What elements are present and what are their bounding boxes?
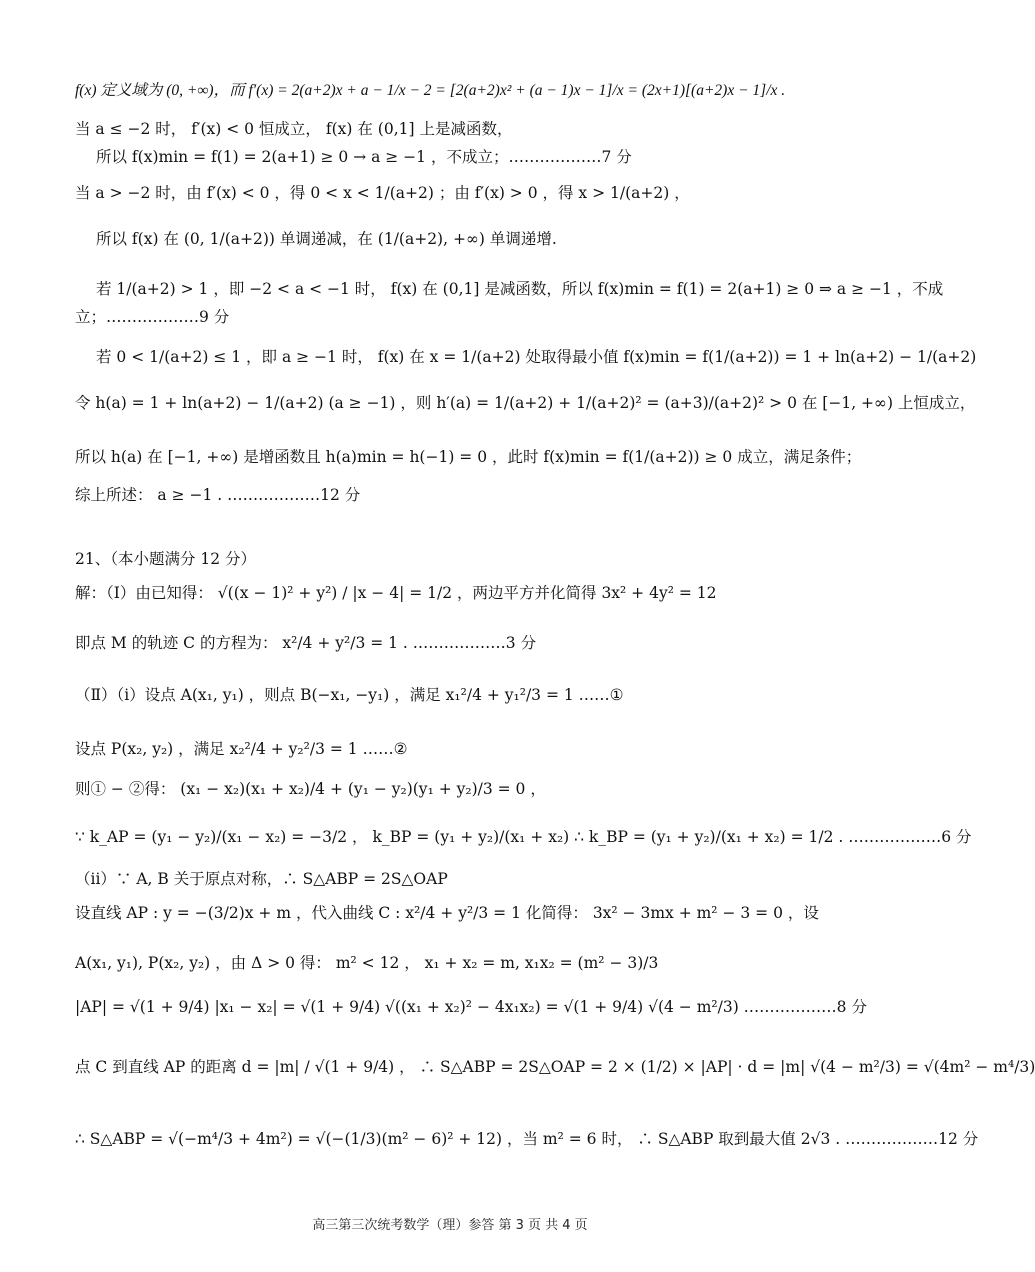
line-distance: 点 C 到直线 AP 的距离 d = |m| / √(1 + 9/4) ， ∴ S△ABP = 2S△OAP = 2 × (1/2) × |AP| · d = |m| √(4 − m²/3) = √(4m² − m⁴/3) xyxy=(75,1058,1035,1076)
problem-21-heading: 21、（本小题满分 12 分） xyxy=(75,550,257,568)
line-h-increasing: 所以 h(a) 在 [−1, +∞) 是增函数且 h(a)min = h(−1) = 0 ，此时 f(x)min = f(1/(a+2)) ≥ 0 成立，满足条件； xyxy=(75,448,862,466)
line-conclusion: 综上所述： a ≥ −1 . ………………12 分 xyxy=(75,486,361,504)
line-min-case1: 所以 f(x)min = f(1) = 2(a+1) ≥ 0 → a ≥ −1 ，不成立；………………7 分 xyxy=(96,148,632,166)
line-subtract: 则① − ②得： (x₁ − x₂)(x₁ + x₂)/4 + (y₁ − y₂)(y₁ + y₂)/3 = 0 ， xyxy=(75,780,546,798)
line-case-a-gt-neg2: 当 a > −2 时，由 f′(x) < 0 ，得 0 < x < 1/(a+2) ；由 f′(x) > 0 ，得 x > 1/(a+2) ， xyxy=(75,184,690,202)
line-max-area: ∴ S△ABP = √(−m⁴/3 + 4m²) = √(−(1/3)(m² − 6)² + 12) ，当 m² = 6 时， ∴ S△ABP 取到最大值 2√3 . ………………12 分 xyxy=(75,1130,979,1148)
line-subcase2: 若 0 < 1/(a+2) ≤ 1 ，即 a ≥ −1 时， f(x) 在 x = 1/(a+2) 处取得最小值 f(x)min = f(1/(a+2)) = 1 + ln(a+2) − 1/(a+2) xyxy=(96,348,977,366)
line-define-h: 令 h(a) = 1 + ln(a+2) − 1/(a+2) (a ≥ −1) ，则 h′(a) = 1/(a+2) + 1/(a+2)² = (a+3)/(a+2)² > 0 在 [−1, +∞) 上恒成立， xyxy=(75,394,976,412)
line-ap-length: |AP| = √(1 + 9/4) |x₁ − x₂| = √(1 + 9/4) √((x₁ + x₂)² − 4x₁x₂) = √(1 + 9/4) √(4 − m²/3) ………………8 分 xyxy=(75,998,867,1016)
line-subcase1-score: 立；………………9 分 xyxy=(75,308,230,326)
line-part1: 解：（Ⅰ）由已知得： √((x − 1)² + y²) / |x − 4| = 1/2 ，两边平方并化简得 3x² + 4y² = 12 xyxy=(75,584,717,602)
line-trajectory: 即点 M 的轨迹 C 的方程为： x²/4 + y²/3 = 1 . ………………3 分 xyxy=(75,634,537,652)
line-slopes: ∵ k_AP = (y₁ − y₂)/(x₁ − x₂) = −3/2 ， k_BP = (y₁ + y₂)/(x₁ + x₂) ∴ k_BP = (y₁ + y₂)/(x₁ + x₂) = 1/2 . ………………6 分 xyxy=(75,828,972,846)
page-footer: 高三第三次统考数学（理）参答 第 3 页 共 4 页 xyxy=(312,1218,588,1233)
line-part2-ii: （ii）∵ A, B 关于原点对称，∴ S△ABP = 2S△OAP xyxy=(75,870,448,888)
line-subcase1: 若 1/(a+2) > 1 ，即 −2 < a < −1 时， f(x) 在 (0,1] 是减函数，所以 f(x)min = f(1) = 2(a+1) ≥ 0 ⇒ a ≥ −1 ，不成 xyxy=(96,280,944,298)
line-derivative: f(x) 定义域为 (0, +∞)，而 f′(x) = 2(a+2)x + a − 1/x − 2 = [2(a+2)x² + (a − 1)x − 1]/x = (2x+1)[(a+2)x − 1]/x . xyxy=(75,82,786,99)
line-line-ap: 设直线 AP : y = −(3/2)x + m ，代入曲线 C : x²/4 + y²/3 = 1 化简得： 3x² − 3mx + m² − 3 = 0 ，设 xyxy=(75,904,819,922)
line-monotonic: 所以 f(x) 在 (0, 1/(a+2)) 单调递减，在 (1/(a+2), +∞) 单调递增. xyxy=(96,230,557,248)
line-point-p: 设点 P(x₂, y₂) ，满足 x₂²/4 + y₂²/3 = 1 ……② xyxy=(75,740,408,758)
line-case-a-le-neg2: 当 a ≤ −2 时， f′(x) < 0 恒成立， f(x) 在 (0,1] 上是减函数， xyxy=(75,120,513,138)
line-discriminant: A(x₁, y₁), P(x₂, y₂) ，由 Δ > 0 得： m² < 12 ， x₁ + x₂ = m, x₁x₂ = (m² − 3)/3 xyxy=(75,954,659,972)
line-part2-i: （Ⅱ）（i）设点 A(x₁, y₁) ，则点 B(−x₁, −y₁) ，满足 x₁²/4 + y₁²/3 = 1 ……① xyxy=(75,686,624,704)
